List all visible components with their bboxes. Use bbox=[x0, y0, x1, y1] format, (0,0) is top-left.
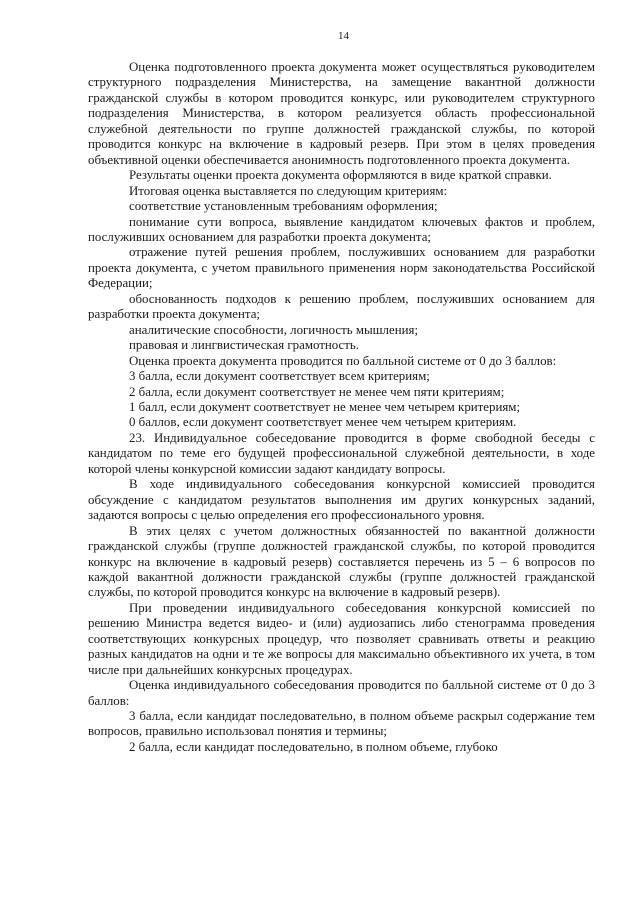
paragraph: Оценка проекта документа проводится по балльной системе от 0 до 3 баллов: bbox=[129, 353, 557, 368]
paragraph: В этих целях с учетом должностных обязанностей по вакантной должности гражданской службы (группе должностей гражданской службы, по которой проводится конкурс на включение в кадровый резерв) составляется перечень из 5 – 6 вопросов по каждой вакантной должности гражданской службы (группе должностей гражданской службы, по которой проводится конкурс на включение в кадровый резерв). bbox=[88, 523, 595, 600]
paragraph: правовая и лингвистическая грамотность. bbox=[129, 338, 360, 353]
paragraph: 3 балла, если документ соответствует всем критериям; bbox=[129, 369, 430, 384]
paragraph: Итоговая оценка выставляется по следующим критериям: bbox=[129, 183, 448, 198]
paragraph: соответствие установленным требованиям оформления; bbox=[129, 199, 438, 214]
paragraph: 23. Индивидуальное собеседование проводится в форме свободной беседы с кандидатом по теме его будущей профессиональной служебной деятельности, в ходе которой члены конкурсной комиссии задают кандидату вопросы. bbox=[88, 430, 595, 476]
paragraph: 1 балл, если документ соответствует не менее чем четырем критериям; bbox=[129, 399, 521, 414]
paragraph: обоснованность подходов к решению проблем, послуживших основанием для разработки проекта документа; bbox=[88, 291, 595, 322]
paragraph: 2 балла, если кандидат последовательно, в полном объеме, глубоко bbox=[129, 739, 498, 754]
paragraph: 0 баллов, если документ соответствует менее чем четырем критериям. bbox=[129, 415, 517, 430]
paragraph: 2 балла, если документ соответствует не менее чем пяти критериям; bbox=[129, 384, 505, 399]
paragraph: Оценка индивидуального собеседования проводится по балльной системе от 0 до 3 баллов: bbox=[88, 678, 595, 708]
paragraph: 3 балла, если кандидат последовательно, в полном объеме раскрыл содержание тем вопросов, правильно использовал понятия и термины; bbox=[88, 709, 595, 739]
paragraph: В ходе индивидуального собеседования конкурсной комиссией проводится обсуждение с кандидатом результатов выполнения им других конкурсных заданий, задаются вопросы с целью определения его профессионального уровня. bbox=[88, 477, 595, 523]
paragraph: Оценка подготовленного проекта документа может осуществляться руководителем структурного подразделения Министерства, на замещение вакантной должности гражданской службы в котором проводится конкурс, или руководителем структурного подразделения Министерства, в котором реализуется область профессиональной служебной деятельности по группе должностей гражданской службы, по которой проводится конкурс на включение в кадровый резерв. При этом в целях проведения объективной оценки обеспечивается анонимность подготовленного проекта документа. bbox=[88, 60, 595, 167]
paragraph: понимание сути вопроса, выявление кандидатом ключевых фактов и проблем, послуживших основанием для разработки проекта документа; bbox=[88, 214, 595, 244]
paragraph: аналитические способности, логичность мышления; bbox=[129, 322, 419, 337]
paragraph: отражение путей решения проблем, послуживших основанием для разработки проекта документа, с учетом правильного применения норм законодательства Российской Федерации; bbox=[88, 245, 595, 291]
page-number: 14 bbox=[338, 30, 349, 42]
paragraph: Результаты оценки проекта документа оформляются в виде краткой справки. bbox=[129, 168, 552, 183]
document-body bbox=[88, 60, 595, 755]
paragraph: При проведении индивидуального собеседования конкурсной комиссией по решению Министра ведется видео- и (или) аудиозапись либо стенограмма проведения соответствующих конкурсных процедур, что позволяет сравнивать ответы и реакцию разных кандидатов на одни и те же вопросы для максимально объективного их учета, в том числе при дальнейших конкурсных процедурах. bbox=[88, 600, 595, 677]
